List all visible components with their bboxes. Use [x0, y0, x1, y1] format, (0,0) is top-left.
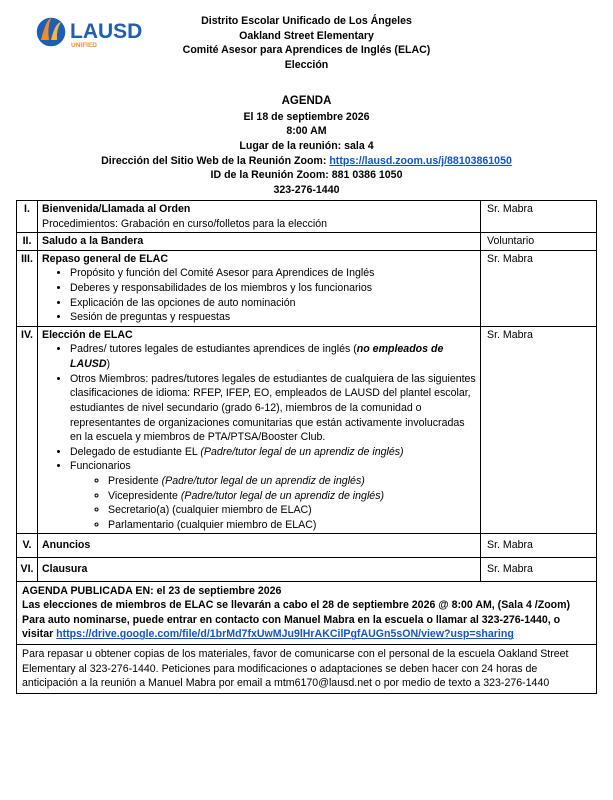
item-title: Bienvenida/Llamada al Orden [42, 203, 191, 215]
list-item: • Sesión de preguntas y respuestas [70, 310, 476, 325]
table-row [17, 201, 597, 233]
item-number: VI. [17, 558, 38, 582]
list-item: • Explicación de las opciones de auto nominación [70, 296, 476, 311]
officer-item [108, 503, 476, 518]
item-number: IV. [17, 326, 38, 534]
officer-list [70, 474, 476, 532]
accessibility-notice: Para repasar u obtener copias de los materiales, favor de comunicarse con el personal de la escuela Oakland Street Elementary al 323-276-1440. Peticiones para modificaciones o adaptaciones se deben hacer con 24 horas de anticipación a la reunión a Manuel Mabra por email a mtm6170@lausd.net o por medio de texto a 323-276-1440 [17, 645, 597, 694]
table-row [17, 250, 597, 326]
meeting-phone: 323-276-1440 [273, 183, 340, 196]
officer-note: (Padre/tutor legal de un aprendiz de inglés) [161, 474, 365, 487]
officer-role: Vicepresidente [108, 489, 181, 502]
item-presenter: Sr. Mabra [481, 250, 597, 326]
item-content [38, 326, 481, 534]
item-presenter: Voluntario [481, 233, 597, 251]
item-title: Clausura [42, 563, 88, 576]
committee-name: Comité Asesor para Aprendices de Inglés (ELAC) [182, 44, 431, 57]
logo-text: LAUSD [70, 20, 143, 43]
item-number: II. [17, 233, 38, 251]
item-content [38, 233, 481, 251]
item-title: Elección de ELAC [42, 328, 133, 341]
officer-role: Presidente [108, 474, 162, 487]
table-row [17, 326, 597, 534]
meeting-info [0, 94, 613, 198]
zoom-id: ID de la Reunión Zoom: 881 0386 1050 [210, 169, 403, 182]
table-row [17, 534, 597, 558]
officer-item [108, 518, 476, 533]
item-content [38, 250, 481, 326]
item-presenter: Sr. Mabra [481, 558, 597, 582]
item-number: I. [17, 201, 38, 233]
list-item [70, 342, 476, 371]
footer-row [17, 581, 597, 644]
nomination-form-link[interactable]: https://drive.google.com/file/d/1brMd7fxUwMJu9lHrAKCilPgfAUGn5sON/view?usp=sharing [56, 628, 514, 641]
zoom-label: Dirección del Sitio Web de la Reunión Zoom: [101, 154, 330, 167]
district-name: Distrito Escolar Unificado de Los Ángeles [201, 15, 412, 27]
officer-role: Secretario(a) (cualquier miembro de ELAC) [108, 504, 312, 517]
item-presenter: Sr. Mabra [481, 326, 597, 534]
list-item: • Deberes y responsabilidades de los miembros y los funcionarios [70, 281, 476, 296]
item-bullets [42, 342, 476, 532]
agenda-table [16, 200, 597, 694]
bullet-emphasis: (Padre/tutor legal de un aprendiz de inglés) [200, 445, 404, 458]
nomination-text: Para auto nominarse, puede entrar en contacto con Manuel Mabra en la escuela o llamar al 323-276-1440, o visitar [22, 613, 561, 641]
meeting-date: El 18 de septiembre 2026 [243, 110, 370, 123]
item-content [38, 558, 481, 582]
list-item [70, 445, 476, 460]
item-content [38, 534, 481, 558]
agenda-heading: AGENDA [281, 95, 332, 107]
zoom-link[interactable]: https://lausd.zoom.us/j/88103861050 [329, 154, 512, 167]
item-number: V. [17, 534, 38, 558]
bullet-text: Padres/ tutores legales de estudiantes aprendices de inglés ( [70, 343, 357, 356]
list-item: • Otros Miembros: padres/tutores legales de estudiantes de cualquiera de las siguientes clasificaciones de idioma: RFEP, IFEP, EO, empleados de LAUSD del plantel escolar, estudiantes de nivel secundario (grado 6-12), miembros de la comunidad o representantes de organizaciones comunitarias que están activamente involucradas en la escuela y miembros de PTA/PTSA/Booster Club. [70, 372, 476, 445]
meeting-topic: Elección [284, 58, 329, 71]
item-title: Repaso general de ELAC [42, 252, 168, 265]
officer-item [108, 474, 476, 489]
bullet-emphasis: no empleados de LAUSD [70, 343, 444, 371]
officer-item [108, 489, 476, 504]
bullet-text: ) [106, 358, 111, 371]
officer-note: (Padre/tutor legal de un aprendiz de inglés) [180, 489, 385, 502]
item-content [38, 201, 481, 233]
logo-subtext: UNIFIED [71, 42, 97, 49]
zoom-line [0, 154, 613, 169]
bullet-text: Funcionarios [70, 460, 131, 473]
school-name: Oakland Street Elementary [239, 29, 374, 42]
header-block [0, 14, 613, 72]
item-title: Anuncios [42, 539, 91, 552]
meeting-place: Lugar de la reunión: sala 4 [239, 140, 374, 153]
item-presenter: Sr. Mabra [481, 201, 597, 233]
nomination-info [22, 613, 591, 642]
table-row [17, 233, 597, 251]
list-item [70, 459, 476, 532]
footer-row [17, 645, 597, 694]
meeting-time: 8:00 AM [286, 125, 327, 138]
published-date: AGENDA PUBLICADA EN: el 23 de septiembre 2026 [22, 584, 282, 597]
officer-role: Parlamentario (cualquier miembro de ELAC) [108, 518, 317, 531]
election-date: Las elecciones de miembros de ELAC se llevarán a cabo el 28 de septiembre 2026 @ 8:00 AM, (Sala 4 /Zoom) [22, 599, 571, 612]
bullet-text: Delegado de estudiante EL [70, 445, 201, 458]
table-row [17, 558, 597, 582]
item-title: Saludo a la Bandera [42, 235, 144, 248]
item-detail: Procedimientos: Grabación en curso/folletos para la elección [42, 217, 328, 230]
footer-announcement [17, 581, 597, 644]
list-item: • Propósito y función del Comité Asesor para Aprendices de Inglés [70, 266, 476, 281]
item-number: III. [17, 250, 38, 326]
item-bullets [42, 266, 476, 324]
item-presenter: Sr. Mabra [481, 534, 597, 558]
